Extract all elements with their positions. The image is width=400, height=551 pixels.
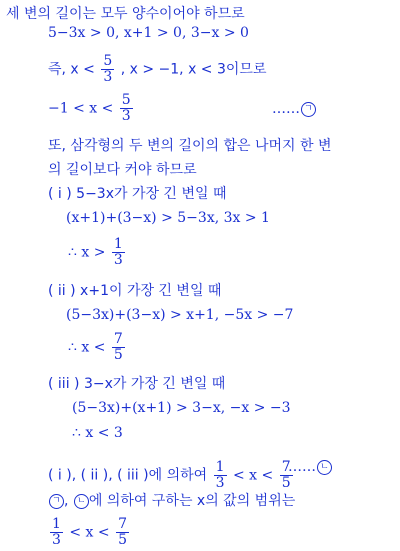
case-3-result [72,424,123,442]
fraction-denominator: 5 [113,347,123,363]
fraction-denominator: 3 [103,69,113,85]
range-one-prefix: −1 < x < [48,100,118,117]
fraction-one-third [214,460,227,491]
fraction-five-thirds [120,93,133,124]
case-2-inequality-text: (5−3x)+(3−x) > x+1, −5x > −7 [66,307,294,323]
fraction-five-thirds [101,54,114,85]
circled-label-1: ㄱ [301,102,316,117]
fraction-denominator: 5 [118,532,128,548]
triangle-inequality-text-2: 의 길이보다 커야 하므로 [48,162,197,178]
final-answer-middle: < x < [69,524,115,541]
fraction-numerator: 5 [103,53,113,69]
case-3-heading-text: ( iii ) 3−x가 가장 긴 변일 때 [48,376,226,392]
fraction-seven-fifths [112,332,125,363]
combined-conditions-prefix: 즉, x < [48,61,100,78]
ellipsis: …… [272,101,300,117]
ellipsis: …… [288,459,316,475]
positivity-conditions-text: 5−3x > 0, x+1 > 0, 3−x > 0 [48,25,249,41]
fraction-denominator: 3 [52,532,61,548]
combined-result-prefix: ( i ), ( ii ), ( iii )에 의하여 [48,467,212,484]
triangle-inequality-intro [48,137,331,155]
triangle-inequality-intro-2 [48,161,197,179]
fraction-numerator: 5 [121,92,131,108]
range-one-tag [272,100,316,118]
case-2-heading [48,282,221,300]
case-1-inequality [66,209,270,227]
case-1-result-prefix: ∴ x > [68,244,110,261]
fraction-one-third [50,517,63,548]
fraction-numerator: 7 [281,459,291,475]
final-comma: , [64,493,69,509]
intro-line [6,5,245,23]
case-2-inequality [66,306,293,324]
case-1-heading [48,185,226,203]
fraction-denominator: 3 [121,108,131,124]
case-1-inequality-text: (x+1)+(3−x) > 5−3x, 3x > 1 [66,210,270,226]
fraction-numerator: 1 [113,236,123,252]
combined-conditions-suffix: , x > −1, x < 3이므로 [120,61,267,78]
fraction-numerator: 7 [113,331,123,347]
case-1-heading-text: ( i ) 5−3x가 가장 긴 변일 때 [48,186,227,202]
case-2-result [68,332,127,363]
case-3-inequality-text: (5−3x)+(x+1) > 3−x, −x > −3 [72,400,291,416]
fraction-denominator: 5 [281,475,291,491]
case-1-result [68,237,127,268]
combined-result-middle: < x < [232,467,278,484]
circled-label-1: ㄱ [49,494,64,509]
combined-conditions [48,54,266,85]
case-3-heading [48,375,225,393]
fraction-one-third [112,237,125,268]
triangle-inequality-text-1: 또, 삼각형의 두 변의 길이의 합은 나머지 한 변 [48,138,332,154]
fraction-denominator: 3 [113,252,123,268]
circled-label-2: ㄴ [317,460,332,475]
range-one [48,93,135,124]
final-statement-text: 에 의하여 구하는 x의 값의 범위는 [88,493,296,509]
combined-result [48,460,295,491]
fraction-numerator: 1 [52,516,61,532]
case-3-result-text: ∴ x < 3 [72,425,123,441]
combined-result-tag [288,458,332,476]
case-2-heading-text: ( ii ) x+1이 가장 긴 변일 때 [48,283,222,299]
fraction-denominator: 3 [215,475,225,491]
final-statement [48,492,295,510]
fraction-seven-fifths [116,517,129,548]
intro-text: 세 변의 길이는 모두 양수이어야 하므로 [6,6,245,22]
case-3-inequality [72,399,291,417]
fraction-numerator: 7 [118,516,128,532]
case-2-result-prefix: ∴ x < [68,339,110,356]
circled-label-2: ㄴ [74,494,89,509]
fraction-numerator: 1 [215,459,225,475]
final-answer [48,517,131,548]
positivity-conditions [48,24,249,42]
